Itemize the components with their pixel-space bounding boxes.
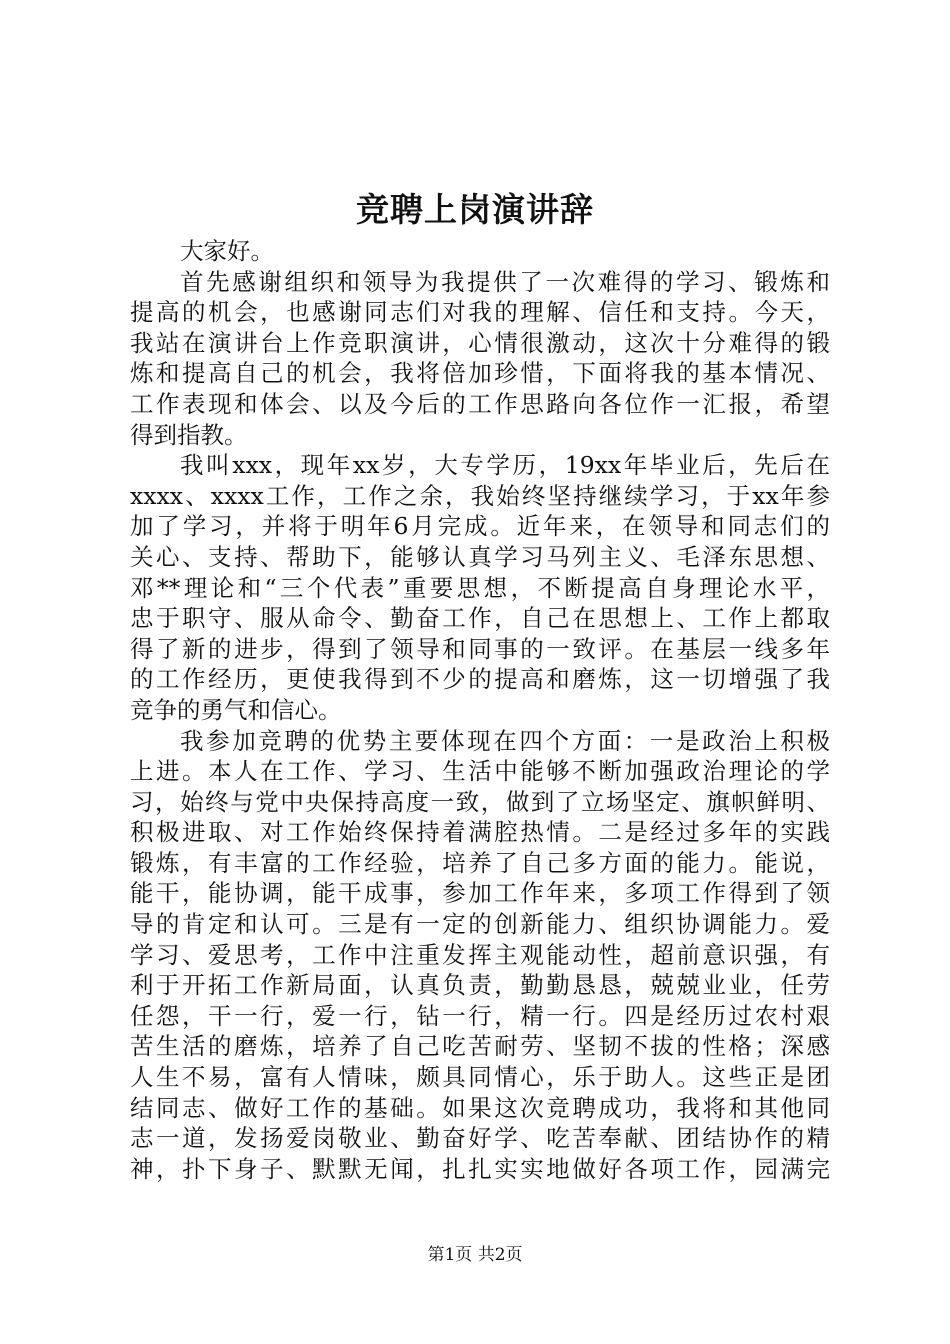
- body-line: 提高的机会，也感谢同志们对我的理解、信任和支持。今天，: [130, 298, 830, 327]
- document-body: [130, 236, 830, 1184]
- body-line: 工作表现和体会、以及今后的工作思路向各位作一汇报，希望: [130, 389, 830, 418]
- body-line: 我参加竞聘的优势主要体现在四个方面：一是政治上积极: [180, 726, 830, 755]
- body-line: 积极进取、对工作始终保持着满腔热情。二是经过多年的实践: [130, 818, 830, 847]
- body-line: 学习、爱思考，工作中注重发挥主观能动性，超前意识强，有: [130, 940, 830, 969]
- body-line: 利于开拓工作新局面，认真负责，勤勤恳恳，兢兢业业，任劳: [130, 971, 830, 1000]
- body-line: 人生不易，富有人情味，颇具同情心，乐于助人。这些正是团: [130, 1063, 830, 1092]
- body-line: 我叫xxx，现年xx岁，大专学历，19xx年毕业后，先后在: [180, 451, 830, 480]
- body-line: 锻炼，有丰富的工作经验，培养了自己多方面的能力。能说，: [130, 848, 830, 877]
- body-line: 邓**理论和“三个代表”重要思想，不断提高自身理论水平，: [130, 573, 830, 602]
- body-line: 导的肯定和认可。三是有一定的创新能力、组织协调能力。爱: [130, 910, 830, 939]
- body-line: 加了学习，并将于明年6月完成。近年来，在领导和同志们的: [130, 512, 830, 541]
- body-line: 神，扑下身子、默默无闻，扎扎实实地做好各项工作，园满完: [130, 1154, 830, 1183]
- body-line: 大家好。: [180, 237, 274, 265]
- body-line: 炼和提高自己的机会，我将倍加珍惜，下面将我的基本情况、: [130, 359, 830, 388]
- body-line: 忠于职守、服从命令、勤奋工作，自己在思想上、工作上都取: [130, 604, 830, 633]
- body-line: 苦生活的磨炼，培养了自己吃苦耐劳、坚韧不拔的性格；深感: [130, 1032, 830, 1061]
- body-line: 志一道，发扬爱岗敬业、勤奋好学、吃苦奉献、团结协作的精: [130, 1124, 830, 1153]
- body-line: 结同志、做好工作的基础。如果这次竞聘成功，我将和其他同: [130, 1093, 830, 1122]
- body-line: 得到指教。: [130, 420, 248, 449]
- body-line: 首先感谢组织和领导为我提供了一次难得的学习、锻炼和: [180, 267, 830, 296]
- body-line: 我站在演讲台上作竞职演讲，心情很激动，这次十分难得的锻: [130, 328, 830, 357]
- body-line: 的工作经历，更使我得到不少的提高和磨炼，这一切增强了我: [130, 665, 830, 694]
- body-line: 任怨，干一行，爱一行，钻一行，精一行。四是经历过农村艰: [130, 1001, 830, 1030]
- body-line: 上进。本人在工作、学习、生活中能够不断加强政治理论的学: [130, 757, 830, 786]
- body-line: 习，始终与党中央保持高度一致，做到了立场坚定、旗帜鲜明、: [130, 787, 830, 816]
- body-line: 竞争的勇气和信心。: [130, 695, 342, 724]
- body-line: 得了新的进步，得到了领导和同事的一致评。在基层一线多年: [130, 634, 830, 663]
- body-line: xxxx、xxxx工作，工作之余，我始终坚持继续学习，于xx年参: [130, 481, 830, 510]
- body-line: 关心、支持、帮助下，能够认真学习马列主义、毛泽东思想、: [130, 542, 830, 571]
- body-line: 能干，能协调，能干成事，参加工作年来，多项工作得到了领: [130, 879, 830, 908]
- document-title: 竞聘上岗演讲辞: [356, 190, 594, 229]
- page-footer: 第1页 共2页: [427, 1245, 523, 1265]
